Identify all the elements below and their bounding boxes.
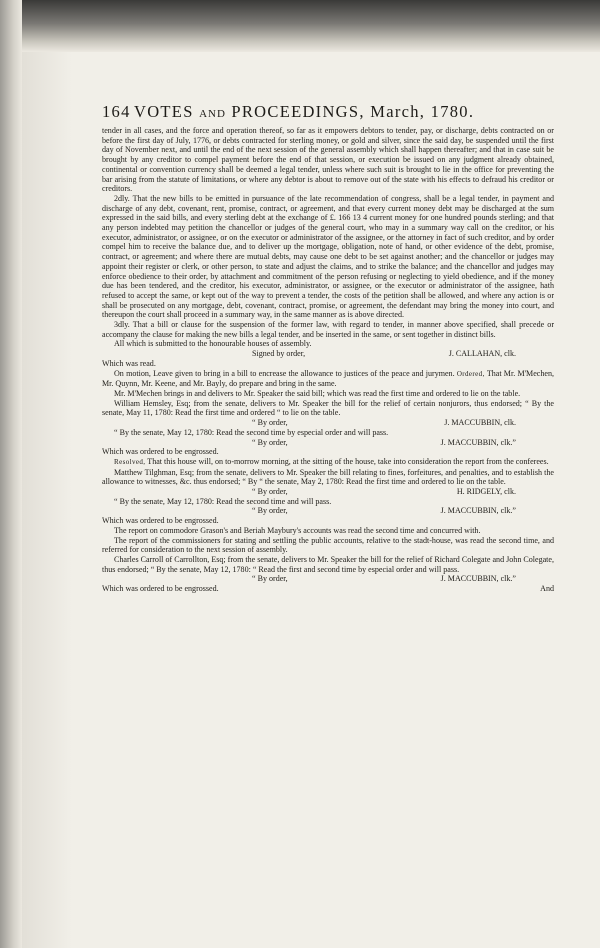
- signature-3-right: J. MACCUBBIN, clk.”: [440, 437, 516, 447]
- document-page: [102, 102, 554, 822]
- paragraph-2: 2dly. That the new bills to be emitted in pursuance of the late recommendation of congress, shall be a legal tender, in payment and discharge of any debt, covenant, rent, promise, contract, or agreement, and that every current money debt may be discharged at the sum expressed in the said bills, and every sterling debt at the exchange of £. 166 13 4 current money for one hundred pounds sterling; and that any person indebted may petition the chancellor or judges of the general court, who may in a summary way call on the creditor, or his executor, administrator, or assignee, or on the executor or administrator of the assignee, or the attorney in fact of such creditor, and by order compel him to receive the balance due, and to deliver up the mortgage, obligation, note of hand, or other evidence of the debt, promise, contract, or agreement; and where there are mutual debts, may cause one debt to be set against another; and the chancellor or judges may appoint their register or clerk, or other person, to state and adjust the claims, and to strike the balance; and the chancellor and judges may enforce obedience to their order, by attachment and commitment of the person refusing or neglecting to yield obedience, and if the money due has been tendered, and the creditor, his executor, administrator, or assignee, or the executor or administrator of the assignee, hath refused to accept the same, or kept out of the way to prevent a tender, the costs of the petition shall be allowed, and where any action is or shall be prosecuted on any mortgage, debt, covenant, contract, promise, or agreement, the defendant may bring the money into court, and thereupon the court shall proceed in a summary way, in the same manner as is above directed.: [102, 193, 554, 320]
- paragraph-5: Which was read.: [102, 358, 156, 368]
- paragraph-13: “ By the senate, May 12, 1780: Read the second time and will pass.: [114, 496, 332, 506]
- scan-top-border: [0, 0, 600, 52]
- paragraph-1: tender in all cases, and the force and operation thereof, so far as it empowers debtors to tender, pay, or discharge, debts contracted on or before the first day of July, 1776, or debts contracted for sterling money, or gold and silver, since the said day, be suspended until the first day of November next, and until the end of the next session of the general assembly which shall happen thereafter; and that in case suit be brought by any creditor to compel payment before the end of that session, or execution be issued on any judgment already obtained, continental or convention currency shall be deemed a legal tender, unless where such suit is brought to lie in the office for preventing the bar arising from the statute of limitations, or where any debtor is about to remove out of the state with his effects to defraud his creditor or creditors.: [102, 126, 554, 194]
- running-header: [102, 102, 554, 126]
- paragraph-8: William Hemsley, Esq; from the senate, delivers to Mr. Speaker the bill for the relief of certain nonjurors, thus endorsed; “ By the senate, May 11, 1780: Read the first time and ordered “ to lie on the table.: [102, 398, 554, 418]
- paragraph-16: The report of the commissioners for stating and settling the public accounts, relative to the stadt-house, was read the second time, and referred for consideration to the next session of assembly.: [102, 535, 554, 555]
- signature-4: [102, 487, 554, 497]
- ordered-label: Ordered,: [456, 369, 485, 378]
- signature-1-left: Signed by order,: [252, 349, 306, 359]
- paragraph-10: Which was ordered to be engrossed.: [102, 447, 219, 457]
- paragraph-4: All which is submitted to the honourable houses of assembly.: [114, 339, 312, 349]
- paragraph-3: 3dly. That a bill or clause for the suspension of the former law, with regard to tender, in manner above specified, shall precede or accompany the clause for making the new bills a legal tender, and be inserted in the same, or sent together in distinct bills.: [102, 320, 554, 339]
- paragraph-18: Which was ordered to be engrossed.: [102, 584, 219, 594]
- page-title: [128, 102, 554, 122]
- paragraph-6-a: On motion, Leave given to bring in a bill to encrease the allowance to justices of the peace and jurymen.: [114, 368, 455, 378]
- scan-left-border: [0, 0, 22, 948]
- paragraph-14: Which was ordered to be engrossed.: [102, 516, 219, 526]
- signature-4-right: H. RIDGELY, clk.: [456, 487, 516, 497]
- page-body: [102, 126, 554, 594]
- signature-1: [102, 349, 554, 359]
- signature-1-right: J. CALLAHAN, clk.: [448, 349, 516, 359]
- title-and: AND: [199, 108, 226, 120]
- title-proceedings: PROCEEDINGS,: [231, 102, 365, 121]
- paragraph-6-b: That Mr. M'Mechen, Mr. Quynn, Mr. Keene, and Mr. Bayly, do prepare and bring in the same.: [102, 368, 554, 389]
- paragraph-17: Charles Carroll of Carrollton, Esq; from the senate, delivers to Mr. Speaker the bill for the relief of Richard Colegate and John Colegate, thus endorsed; “ By the senate, May 12, 1780: “ Read the first and second time by especial order and will pass.: [102, 554, 554, 574]
- paragraph-9: “ By the senate, May 12, 1780: Read the second time by especial order and will pass.: [114, 427, 389, 437]
- signature-2-left: “ By order,: [252, 418, 288, 428]
- resolved-label: Resolved,: [114, 457, 146, 466]
- title-votes: VOTES: [134, 102, 194, 121]
- signature-5-right: J. MACCUBBIN, clk.”: [440, 506, 516, 516]
- signature-2: [102, 418, 554, 428]
- paragraph-12: Matthew Tilghman, Esq; from the senate, delivers to Mr. Speaker the bill relating to fines, forfeitures, and penalties, and to establish the allowance to witnesses, &c. thus endorsed; “ By “ the senate, May 2, 1780: Read the first time and ordered to lie on the table.: [102, 467, 554, 487]
- paragraph-6: [102, 369, 554, 389]
- signature-3-left: “ By order,: [252, 437, 288, 447]
- signature-6: [102, 574, 554, 584]
- page-number: 164: [102, 102, 131, 121]
- signature-6-left: “ By order,: [252, 574, 288, 584]
- paragraph-7: Mr. M'Mechen brings in and delivers to Mr. Speaker the said bill; which was read the first time and ordered to lie on the table.: [114, 388, 521, 398]
- signature-4-left: “ By order,: [252, 487, 288, 497]
- paragraph-11-text: That this house will, on to-morrow morning, at the sitting of the house, take into consideration the report from the conferees.: [147, 456, 549, 466]
- title-date: March, 1780.: [370, 102, 475, 121]
- signature-5: [102, 506, 554, 516]
- signature-6-right: J. MACCUBBIN, clk.”: [440, 574, 516, 584]
- signature-2-right: J. MACCUBBIN, clk.: [444, 418, 516, 428]
- scan-left-shadow: [22, 52, 72, 948]
- signature-3: [102, 438, 554, 448]
- paragraph-11: [102, 457, 554, 468]
- paragraph-15: The report on commodore Grason's and Beriah Maybury's accounts was read the second time and concurred with.: [114, 525, 481, 535]
- catchword: And: [540, 584, 554, 594]
- signature-5-left: “ By order,: [252, 506, 288, 516]
